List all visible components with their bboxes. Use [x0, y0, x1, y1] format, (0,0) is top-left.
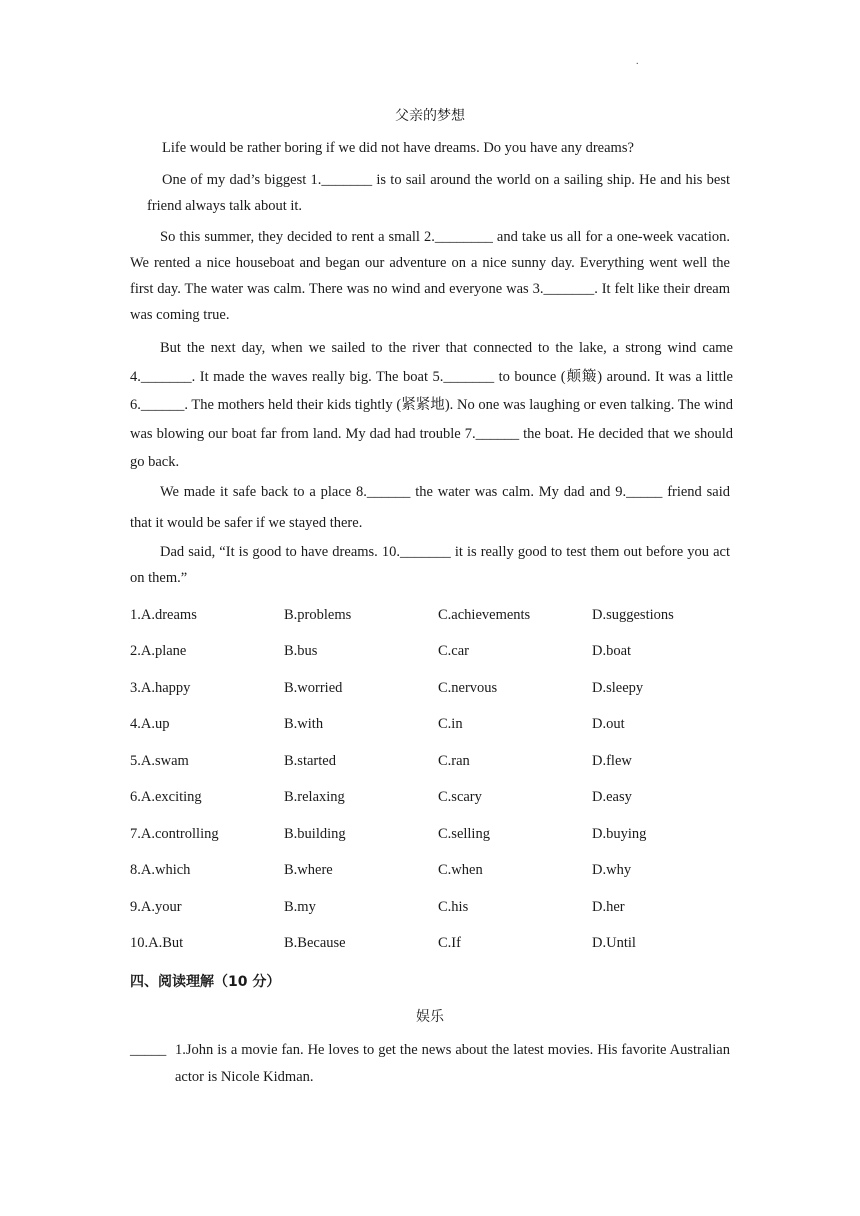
option-b: B.my: [284, 899, 316, 915]
option-b: B.bus: [284, 643, 318, 659]
option-d: D.Until: [592, 935, 636, 951]
paragraph-5: We made it safe back to a place 8.______ the water was calm. My dad and 9._____ friend said that it would be safer if we stayed there.: [130, 484, 730, 531]
paragraph-1: Life would be rather boring if we did not have dreams. Do you have any dreams?: [162, 140, 634, 156]
option-d: D.easy: [592, 789, 632, 805]
option-a: 4.A.up: [130, 716, 170, 732]
option-c: C.scary: [438, 789, 482, 805]
option-b: B.worried: [284, 680, 343, 696]
option-b: B.where: [284, 862, 333, 878]
option-d: D.her: [592, 899, 625, 915]
option-c: C.ran: [438, 753, 470, 769]
option-a: 8.A.which: [130, 862, 191, 878]
option-c: C.achievements: [438, 607, 531, 623]
option-d: D.sleepy: [592, 680, 644, 696]
option-c: C.selling: [438, 826, 490, 842]
option-a: 7.A.controlling: [130, 826, 219, 842]
option-d: D.why: [592, 862, 632, 878]
option-d: D.suggestions: [592, 607, 674, 623]
option-c: C.car: [438, 643, 469, 659]
option-c: C.nervous: [438, 680, 498, 696]
option-d: D.flew: [592, 753, 632, 769]
paragraph-3: So this summer, they decided to rent a small 2.________ and take us all for a one-week vacation. We rented a nice houseboat and began our adventure on a nice sunny day. Everything went well the first day. The water was calm. There was no wind and everyone was 3._______. It felt like their dream was coming true.: [130, 229, 730, 323]
answer-blank: _____: [130, 1042, 167, 1058]
paragraph-4: But the next day, when we sailed to the river that connected to the lake, a strong wind came 4._______. It made the waves really big. The boat 5._______ to bounce (颠簸) around. It was a little 6.______. The mothers held their kids tightly (紧紧地). No one was laughing or even talking. The wind was blowing our boat far from land. My dad had trouble 7.______ the boat. He decided that we should go back.: [130, 340, 733, 470]
option-b: B.building: [284, 826, 346, 842]
option-a: 5.A.swam: [130, 753, 189, 769]
option-b: B.started: [284, 753, 336, 769]
paragraph-2: One of my dad’s biggest 1._______ is to sail around the world on a sailing ship. He and his best friend always talk about it.: [147, 172, 730, 214]
option-a: 1.A.dreams: [130, 607, 197, 623]
option-c: C.If: [438, 935, 461, 951]
option-a: 9.A.your: [130, 899, 182, 915]
option-c: C.when: [438, 862, 483, 878]
section-heading: 四、阅读理解（10 分）: [130, 974, 281, 990]
option-d: D.buying: [592, 826, 647, 842]
option-a: 2.A.plane: [130, 643, 187, 659]
option-d: D.boat: [592, 643, 632, 659]
option-a: 3.A.happy: [130, 680, 191, 696]
header-dot: .: [636, 56, 639, 67]
cloze-title: 父亲的梦想: [395, 108, 465, 124]
option-a: 10.A.But: [130, 935, 184, 951]
option-b: B.Because: [284, 935, 346, 951]
option-c: C.his: [438, 899, 469, 915]
reading-item-1: 1.John is a movie fan. He loves to get the news about the latest movies. His favorite Australian actor is Nicole Kidman.: [175, 1042, 730, 1085]
option-b: B.with: [284, 716, 324, 732]
option-a: 6.A.exciting: [130, 789, 202, 805]
option-d: D.out: [592, 716, 625, 732]
paragraph-6: Dad said, “It is good to have dreams. 10._______ it is really good to test them out before you act on them.”: [130, 544, 730, 586]
reading-title: 娱乐: [416, 1009, 444, 1025]
option-b: B.problems: [284, 607, 352, 623]
option-b: B.relaxing: [284, 789, 345, 805]
option-c: C.in: [438, 716, 463, 732]
